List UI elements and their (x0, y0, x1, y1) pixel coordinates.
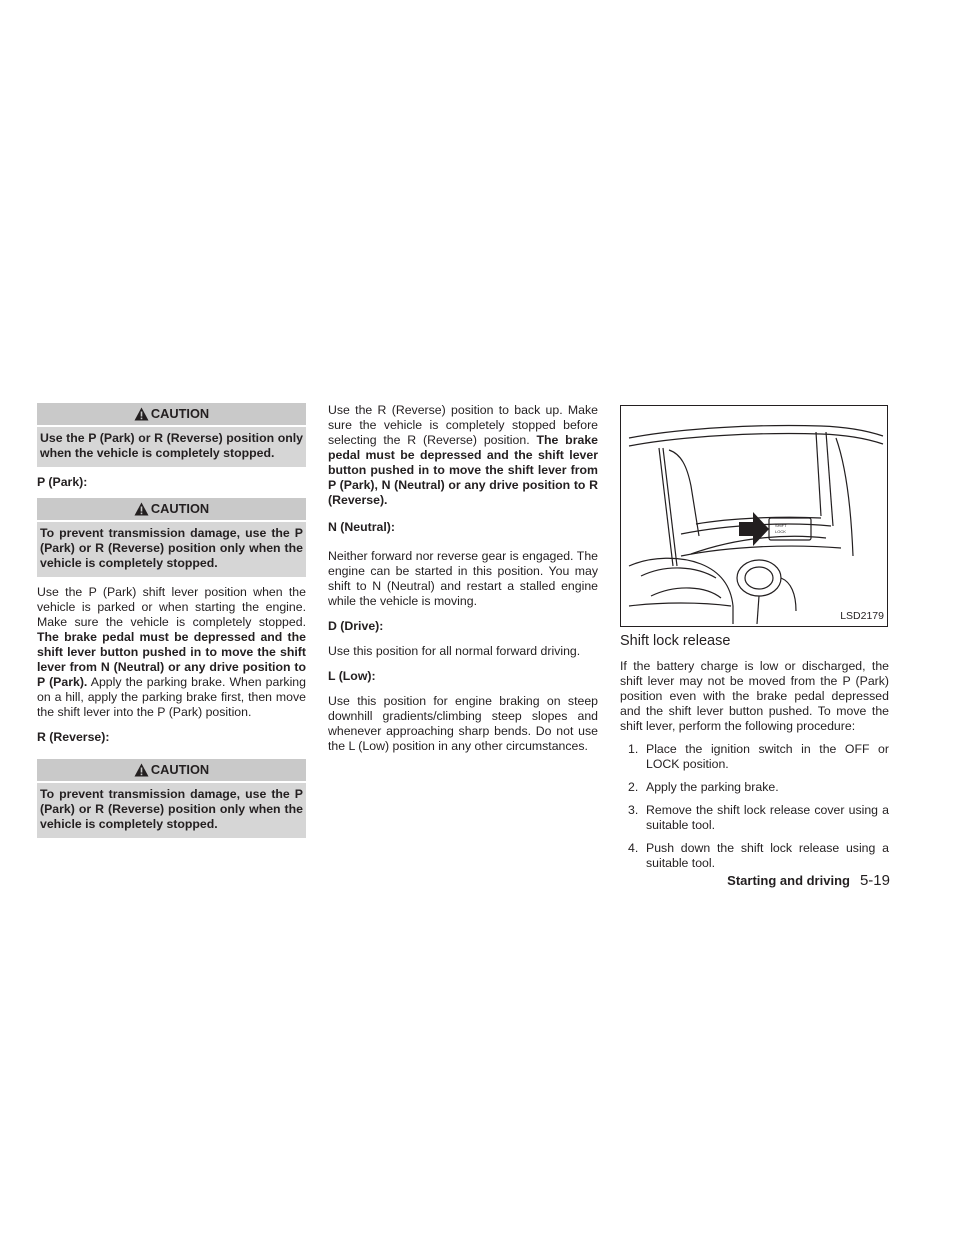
figure-cover-text-1: SHIFT (775, 523, 787, 528)
caution-label: CAUTION (150, 406, 210, 421)
caution-header (37, 403, 306, 427)
section-title: Shift lock release (620, 633, 731, 649)
reverse-paragraph (328, 403, 598, 508)
figure-code: LSD2179 (840, 610, 884, 622)
reverse-text: Use the R (Reverse) position to back up. Make sure the vehicle is completely stopped before selecting the R (Reverse) position. (328, 403, 598, 447)
caution-label: CAUTION (150, 762, 210, 777)
caution-header (37, 498, 306, 522)
park-text-1: Use the P (Park) shift lever position when the vehicle is parked or when starting the engine. Make sure the vehicle is completely stopped. (37, 585, 306, 629)
drive-heading: D (Drive): (328, 619, 384, 633)
caution-text: To prevent transmission damage, use the P (Park) or R (Reverse) position only when the vehicle is completely stopped. (40, 787, 303, 831)
list-item (620, 780, 889, 795)
park-paragraph (37, 585, 306, 720)
low-paragraph: Use this position for engine braking on steep downhill gradients/climbing steep slopes and whenever approaching sharp bends. Do not use the L (Low) position in any other circumstances. (328, 694, 598, 753)
list-item (620, 841, 889, 871)
list-text: Apply the parking brake. (646, 780, 779, 794)
page-footer (620, 872, 890, 889)
list-text: Place the ignition switch in the OFF or LOCK position. (646, 742, 889, 771)
list-number: 4. (628, 841, 639, 855)
list-item (620, 803, 889, 833)
low-heading: L (Low): (328, 669, 376, 683)
neutral-heading: N (Neutral): (328, 520, 395, 534)
footer-section-name: Starting and driving (727, 873, 850, 888)
warning-triangle-icon (134, 502, 149, 516)
caution-header (37, 759, 306, 783)
shift-lock-illustration (621, 406, 889, 628)
column-1 (37, 403, 306, 846)
neutral-paragraph: Neither forward nor reverse gear is engaged. The engine can be started in this position. You may shift to N (Neutral) and restart a stalled engine while the vehicle is moving. (328, 549, 598, 608)
caution-box (37, 403, 306, 467)
list-number: 1. (628, 742, 639, 756)
park-text-2: Apply the parking brake. When parking on a hill, apply the parking brake first, then move the shift lever into the P (Park) position. (37, 675, 306, 719)
list-item (620, 742, 889, 772)
caution-text: To prevent transmission damage, use the P (Park) or R (Reverse) position only when the vehicle is completely stopped. (40, 526, 303, 570)
caution-label: CAUTION (150, 501, 210, 516)
list-text: Remove the shift lock release cover using a suitable tool. (646, 803, 889, 832)
procedure-list (620, 742, 889, 871)
caution-text: Use the P (Park) or R (Reverse) position only when the vehicle is completely stopped. (40, 431, 303, 460)
reverse-bold-text: The brake pedal must be depressed and the shift lever button pushed in to move the shift lever from P (Park), N (Neutral) or any drive position to R (Reverse). (328, 433, 598, 507)
warning-triangle-icon (134, 407, 149, 421)
warning-triangle-icon (134, 763, 149, 777)
caution-box (37, 498, 306, 577)
column-3 (620, 403, 889, 879)
intro-paragraph: If the battery charge is low or discharged, the shift lever may not be moved from the P (Park) position even with the brake pedal depressed and the shift lever button pushed. To move the shift lever, perform the following procedure: (620, 659, 889, 733)
list-number: 2. (628, 780, 639, 794)
park-heading: P (Park): (37, 475, 88, 489)
shift-lock-figure (620, 405, 888, 627)
column-2 (328, 403, 598, 762)
figure-cover-text-2: LOCK (775, 529, 786, 534)
caution-box (37, 759, 306, 838)
park-bold-text: The brake pedal must be depressed and the shift lever button pushed in to move the shift lever from N (Neutral) or any drive position to P (Park). (37, 630, 306, 689)
list-text: Push down the shift lock release using a suitable tool. (646, 841, 889, 870)
list-number: 3. (628, 803, 639, 817)
reverse-heading: R (Reverse): (37, 730, 110, 744)
page-number: 5-19 (859, 872, 890, 889)
drive-paragraph: Use this position for all normal forward driving. (328, 644, 581, 658)
